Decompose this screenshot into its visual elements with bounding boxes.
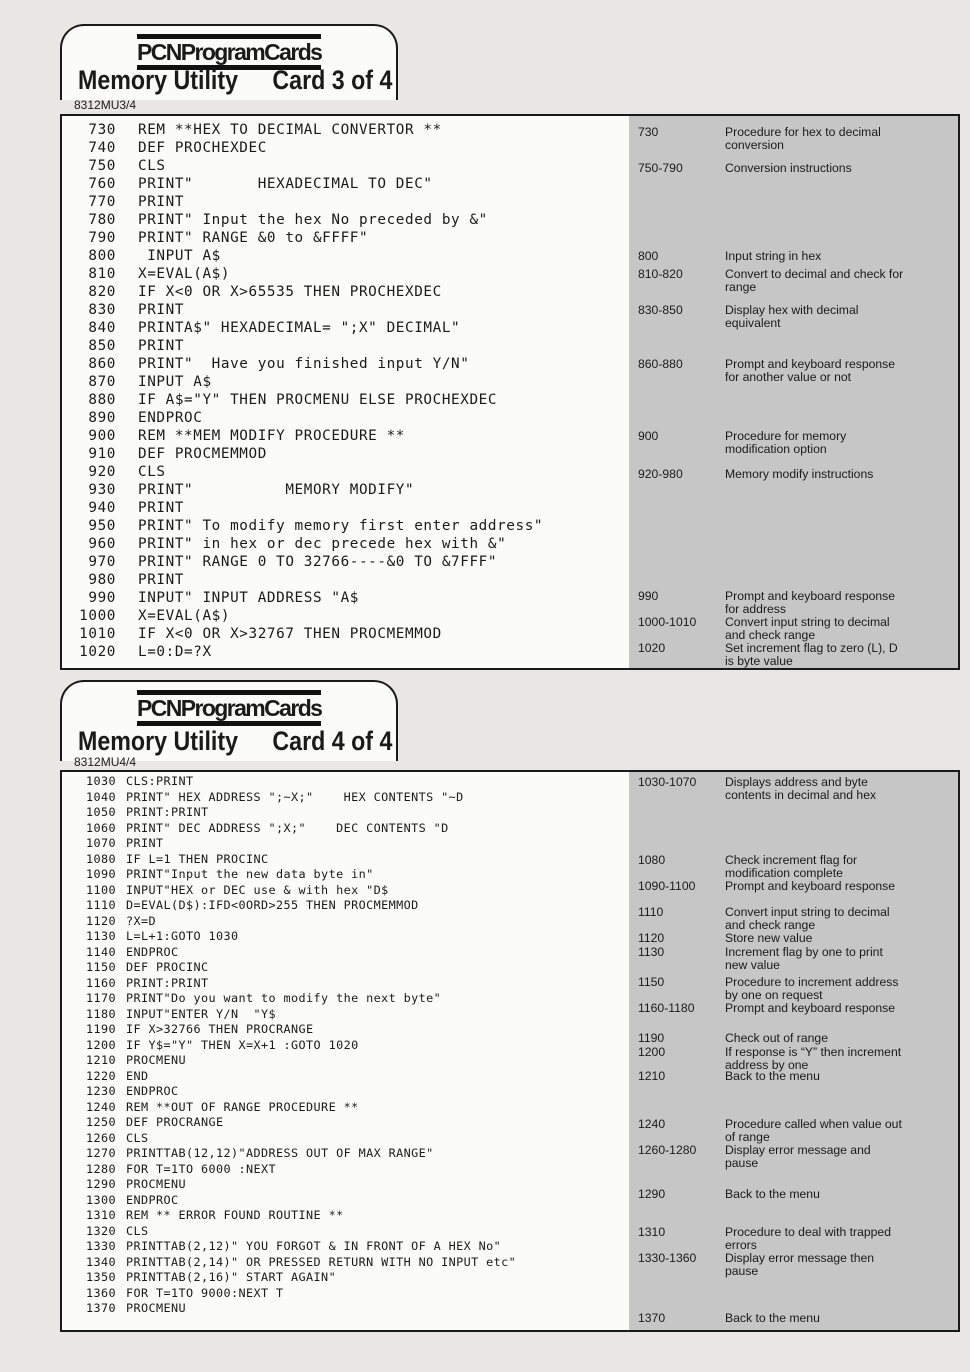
line-number: 1160 <box>85 975 116 990</box>
annotation-text: Check out of range <box>725 1031 828 1045</box>
line-code: PRINT <box>126 836 164 850</box>
line-number: 1360 <box>85 1285 116 1300</box>
annotation-text: Procedure called when value out of range <box>725 1117 902 1144</box>
annotation-text: If response is “Y” then increment address by one <box>725 1045 902 1072</box>
line-code: PRINTTAB(2,12)" YOU FORGOT & IN FRONT OF A HEX No" <box>126 1239 502 1253</box>
line-code: L=L+1:GOTO 1030 <box>126 929 239 943</box>
line-code: PRINT" To modify memory first enter address" <box>138 518 544 534</box>
line-number: 860 <box>88 356 116 372</box>
line-code: PRINT" MEMORY MODIFY" <box>138 482 415 498</box>
line-code: PRINT" DEC ADDRESS ";X;" DEC CONTENTS "D <box>126 820 449 835</box>
line-code: PRINT" RANGE &0 to &FFFF" <box>138 230 369 246</box>
annotation-text: Check increment flag for modification complete <box>725 853 858 880</box>
line-number: 740 <box>88 140 116 156</box>
line-number: 1320 <box>85 1223 116 1238</box>
line-number: 1190 <box>85 1022 116 1036</box>
line-number: 1370 <box>85 1301 116 1315</box>
line-code: FOR T=1TO 6000 :NEXT <box>126 1161 277 1176</box>
annotation-lines: 830-850 <box>638 303 683 317</box>
line-code: CLS <box>126 1223 149 1238</box>
line-number: 780 <box>88 212 116 228</box>
line-code: CLS <box>126 1130 149 1145</box>
line-code: PRINT <box>138 302 185 318</box>
line-code: IF X>32766 THEN PROCRANGE <box>126 1022 314 1036</box>
line-code: INPUT A$ <box>138 248 221 264</box>
card4-listing <box>60 770 960 1332</box>
line-code: REM **MEM MODIFY PROCEDURE ** <box>138 428 406 444</box>
line-code: INPUT A$ <box>138 374 212 390</box>
line-code: PROCMENU <box>126 1301 187 1315</box>
line-code: PRINT <box>138 572 185 588</box>
line-number: 1040 <box>85 789 116 804</box>
line-number: 890 <box>88 410 116 426</box>
annotation-text: Procedure for memory modification option <box>725 429 847 456</box>
line-number: 880 <box>88 392 116 408</box>
annotation-lines: 1030-1070 <box>638 775 697 789</box>
line-number: 870 <box>88 374 116 390</box>
card4-brand-logo: PCNProgramCards <box>137 695 322 721</box>
line-code: PRINT" in hex or dec precede hex with &" <box>138 536 507 552</box>
line-number: 920 <box>88 464 116 480</box>
line-number: 1010 <box>79 626 116 642</box>
line-code: X=EVAL(A$) <box>138 608 231 624</box>
line-number: 1020 <box>79 644 116 660</box>
line-code: CLS:PRINT <box>126 774 194 788</box>
line-number: 1220 <box>85 1068 116 1083</box>
line-number: 810 <box>88 266 116 282</box>
line-code: ENDPROC <box>126 1084 179 1098</box>
line-number: 990 <box>88 590 116 606</box>
line-number: 790 <box>88 230 116 246</box>
line-number: 1240 <box>85 1099 116 1114</box>
line-code: PRINT <box>138 338 185 354</box>
line-number: 960 <box>88 536 116 552</box>
line-code: L=0:D=?X <box>138 644 212 660</box>
line-number: 1260 <box>85 1130 116 1145</box>
card4-card-label: Card 4 of 4 <box>272 726 393 756</box>
line-number: 1180 <box>85 1006 116 1021</box>
card3-card-label: Card 3 of 4 <box>272 65 393 95</box>
card4-tab <box>60 680 398 761</box>
line-number: 760 <box>88 176 116 192</box>
annotation-lines: 1020 <box>638 641 666 655</box>
line-number: 900 <box>88 428 116 444</box>
annotation-lines: 920-980 <box>638 467 683 481</box>
line-code: CLS <box>138 464 166 480</box>
line-number: 1100 <box>85 882 116 897</box>
card3-tab <box>60 24 398 100</box>
annotation-text: Procedure for hex to decimal conversion <box>725 125 881 152</box>
line-number: 1250 <box>85 1115 116 1129</box>
line-number: 1350 <box>85 1270 116 1284</box>
annotation-lines: 1210 <box>638 1069 666 1083</box>
card4-code: 8312MU4/4 <box>74 755 137 769</box>
line-number: 1080 <box>85 851 116 866</box>
line-number: 1340 <box>85 1254 116 1269</box>
card3-title-row <box>78 65 392 96</box>
line-code: PRINT <box>138 500 185 516</box>
line-code: REM **OUT OF RANGE PROCEDURE ** <box>126 1099 359 1114</box>
line-code: PRINT" HEX ADDRESS ";~X;" HEX CONTENTS "~D <box>126 789 464 804</box>
card3-brand-logo: PCNProgramCards <box>137 39 322 65</box>
line-number: 1120 <box>85 913 116 928</box>
annotation-lines: 1200 <box>638 1045 666 1059</box>
line-code: INPUT"ENTER Y/N "Y$ <box>126 1006 277 1021</box>
annotation-lines: 730 <box>638 125 659 139</box>
line-number: 1270 <box>85 1146 116 1160</box>
annotation-text: Display hex with decimal equivalent <box>725 303 859 330</box>
line-number: 1070 <box>85 836 116 850</box>
annotation-lines: 1190 <box>638 1031 665 1045</box>
line-code: PRINTTAB(12,12)"ADDRESS OUT OF MAX RANGE" <box>126 1146 434 1160</box>
line-code: ENDPROC <box>138 410 203 426</box>
line-number: 1170 <box>85 991 116 1005</box>
line-number: 820 <box>88 284 116 300</box>
card4-brand <box>137 690 321 726</box>
line-number: 1310 <box>85 1208 116 1222</box>
line-code: INPUT"HEX or DEC use & with hex "D$ <box>126 882 389 897</box>
line-number: 1060 <box>85 820 116 835</box>
annotation-text: Display error message and pause <box>725 1143 871 1170</box>
line-code: PRINT:PRINT <box>126 975 209 990</box>
line-code: ENDPROC <box>126 1192 179 1207</box>
line-code: PRINT"Do you want to modify the next byte" <box>126 991 442 1005</box>
line-code: IF X<0 OR X>65535 THEN PROCHEXDEC <box>138 284 442 300</box>
line-number: 1110 <box>85 898 116 912</box>
line-number: 930 <box>88 482 116 498</box>
line-number: 1300 <box>85 1192 116 1207</box>
card3-code: 8312MU3/4 <box>74 98 137 112</box>
annotation-lines: 750-790 <box>638 161 683 175</box>
line-code: PRINT" HEXADECIMAL TO DEC" <box>138 176 433 192</box>
line-number: 800 <box>88 248 116 264</box>
line-code: IF Y$="Y" THEN X=X+1 :GOTO 1020 <box>126 1037 359 1052</box>
annotation-text: Back to the menu <box>725 1311 820 1325</box>
annotation-lines: 1290 <box>638 1187 666 1201</box>
annotation-text: Back to the menu <box>725 1069 820 1083</box>
annotation-text: Procedure to increment address by one on request <box>725 975 899 1002</box>
annotation-lines: 1080 <box>638 853 666 867</box>
annotation-text: Prompt and keyboard response for address <box>725 589 896 616</box>
line-code: CLS <box>138 158 166 174</box>
line-number: 980 <box>88 572 116 588</box>
annotation-text: Set increment flag to zero (L), D is byte value <box>725 641 898 668</box>
line-code: DEF PROCINC <box>126 960 209 974</box>
annotation-text: Procedure to deal with trapped errors <box>725 1225 891 1252</box>
annotation-lines: 800 <box>638 249 659 263</box>
annotation-lines: 1240 <box>638 1117 666 1131</box>
line-number: 1330 <box>85 1239 116 1253</box>
line-code: PRINTA$" HEXADECIMAL= ";X" DECIMAL" <box>138 320 461 336</box>
annotation-text: Displays address and byte contents in decimal and hex <box>725 775 877 802</box>
card3-annotation-panel <box>629 116 958 668</box>
line-code: REM ** ERROR FOUND ROUTINE ** <box>126 1208 344 1222</box>
line-code: PROCMENU <box>126 1053 187 1067</box>
line-number: 1290 <box>85 1177 116 1191</box>
annotation-text: Back to the menu <box>725 1187 820 1201</box>
line-code: IF L=1 THEN PROCINC <box>126 851 269 866</box>
line-number: 970 <box>88 554 116 570</box>
line-number: 770 <box>88 194 116 210</box>
line-code: X=EVAL(A$) <box>138 266 231 282</box>
annotation-text: Prompt and keyboard response <box>725 879 896 893</box>
card4-title-row <box>78 726 392 757</box>
annotation-lines: 1150 <box>638 975 665 989</box>
line-code: DEF PROCHEXDEC <box>138 140 267 156</box>
line-number: 840 <box>88 320 116 336</box>
line-code: ENDPROC <box>126 944 179 959</box>
line-number: 750 <box>88 158 116 174</box>
line-number: 950 <box>88 518 116 534</box>
annotation-lines: 900 <box>638 429 659 443</box>
line-code: D=EVAL(D$):IFD<0ORD>255 THEN PROCMEMMOD <box>126 898 419 912</box>
annotation-lines: 1370 <box>638 1311 666 1325</box>
line-number: 910 <box>88 446 116 462</box>
card4-title: Memory Utility <box>78 726 239 756</box>
line-number: 1230 <box>85 1084 116 1098</box>
annotation-lines: 1260-1280 <box>638 1143 697 1157</box>
annotation-text: Prompt and keyboard response <box>725 1001 896 1015</box>
line-number: 850 <box>88 338 116 354</box>
card3-title: Memory Utility <box>78 65 239 95</box>
line-code: IF X<0 OR X>32767 THEN PROCMEMMOD <box>138 626 442 642</box>
annotation-lines: 1130 <box>638 945 665 959</box>
annotation-lines: 1000-1010 <box>638 615 697 629</box>
annotation-lines: 1160-1180 <box>638 1001 695 1015</box>
annotation-lines: 860-880 <box>638 357 683 371</box>
line-code: PRINT" Have you finished input Y/N" <box>138 356 470 372</box>
line-code: REM **HEX TO DECIMAL CONVERTOR ** <box>138 122 442 138</box>
annotation-text: Conversion instructions <box>725 161 852 175</box>
annotation-text: Increment flag by one to print new value <box>725 945 883 972</box>
line-number: 1130 <box>85 929 116 943</box>
line-code: DEF PROCRANGE <box>126 1115 224 1129</box>
card3-listing <box>60 114 960 670</box>
annotation-lines: 1330-1360 <box>638 1251 697 1265</box>
line-code: FOR T=1TO 9000:NEXT T <box>126 1285 284 1300</box>
line-number: 1000 <box>79 608 116 624</box>
line-code: PRINT"Input the new data byte in" <box>126 867 374 881</box>
line-number: 940 <box>88 500 116 516</box>
annotation-text: Input string in hex <box>725 249 822 263</box>
line-code: END <box>126 1068 149 1083</box>
line-number: 830 <box>88 302 116 318</box>
annotation-text: Memory modify instructions <box>725 467 874 481</box>
line-code: PRINTTAB(2,14)" OR PRESSED RETURN WITH NO INPUT etc" <box>126 1254 517 1269</box>
annotation-lines: 1120 <box>638 931 665 945</box>
line-code: ?X=D <box>126 913 157 928</box>
line-code: PRINT <box>138 194 185 210</box>
line-code: PROCMENU <box>126 1177 187 1191</box>
line-code: DEF PROCMEMMOD <box>138 446 267 462</box>
line-number: 1140 <box>85 944 116 959</box>
line-number: 1280 <box>85 1161 116 1176</box>
annotation-text: Convert input string to decimal and check range <box>725 615 890 642</box>
annotation-lines: 810-820 <box>638 267 683 281</box>
line-code: PRINTTAB(2,16)" START AGAIN" <box>126 1270 337 1284</box>
line-number: 1150 <box>85 960 116 974</box>
line-code: PRINT" Input the hex No preceded by &" <box>138 212 488 228</box>
annotation-text: Prompt and keyboard response for another value or not <box>725 357 896 384</box>
line-code: PRINT:PRINT <box>126 805 209 819</box>
line-number: 1210 <box>85 1053 116 1067</box>
line-number: 730 <box>88 122 116 138</box>
annotation-text: Convert input string to decimal and check range <box>725 905 890 932</box>
line-number: 1200 <box>85 1037 116 1052</box>
line-number: 1050 <box>85 805 116 819</box>
annotation-lines: 1110 <box>638 905 664 919</box>
annotation-lines: 1310 <box>638 1225 666 1239</box>
line-number: 1030 <box>85 774 116 788</box>
line-code: INPUT" INPUT ADDRESS "A$ <box>138 590 359 606</box>
annotation-text: Store new value <box>725 931 813 945</box>
annotation-lines: 990 <box>638 589 659 603</box>
annotation-text: Convert to decimal and check for range <box>725 267 904 294</box>
line-code: IF A$="Y" THEN PROCMENU ELSE PROCHEXDEC <box>138 392 498 408</box>
line-code: PRINT" RANGE 0 TO 32766----&0 TO &7FFF" <box>138 554 498 570</box>
annotation-text: Display error message then pause <box>725 1251 875 1278</box>
annotation-lines: 1090-1100 <box>638 879 696 893</box>
line-number: 1090 <box>85 867 116 881</box>
